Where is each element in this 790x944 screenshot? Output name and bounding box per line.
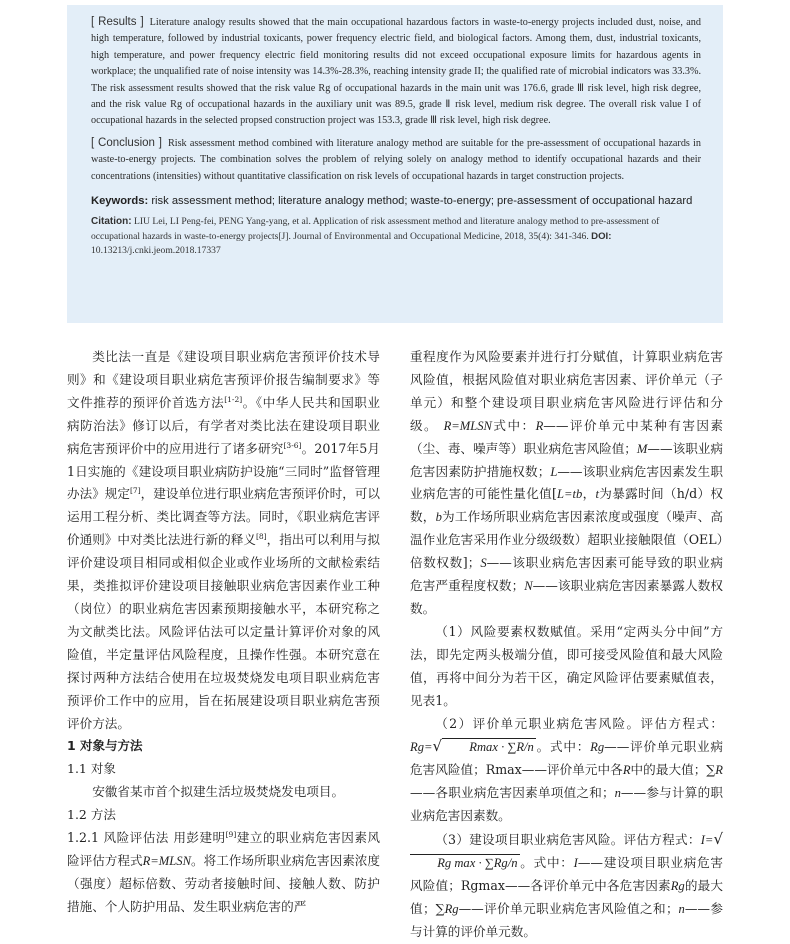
subsection-1-2-1-paragraph xyxy=(67,827,380,919)
var-n: N xyxy=(524,579,533,594)
s121-text-b: 建立的职业病危害因素风险评估方程式 xyxy=(67,830,381,868)
intro-paragraph xyxy=(67,346,380,735)
keywords-line xyxy=(91,193,701,209)
p1-text-j: ——该职业病危害因素暴露人数权数。 xyxy=(410,578,724,616)
method-paragraph-2: （1）风险要素权数赋值。采用“定两头分中间”方法，即先定两头极端分值，即可接受风险值和最大风险值，再将中间分为若干区，确定风险评估要素赋值表，见表1。 xyxy=(410,623,723,708)
reference-3[interactable]: [7] xyxy=(130,486,141,496)
conclusion-label: [ Conclusion ] xyxy=(91,136,162,149)
var-t: t xyxy=(595,487,599,502)
reference-5[interactable]: [9] xyxy=(225,829,237,839)
var-n-2: n xyxy=(614,786,621,801)
p1-text-i: ——该职业病危害因素可能导致的职业病危害严重程度权数； xyxy=(410,555,723,594)
formula-rmlsn: R=MLSN xyxy=(142,853,191,868)
formula-i-radicand xyxy=(410,854,520,871)
p1-text-a: 重程度作为风险要素并进行打分赋值，计算职业病危害风险值，根据风险值对职业病危害因素、评价单元（子单元）和整个建设项目职业病危害风险进行评估和分级。 xyxy=(410,349,723,433)
formula-rmlsn-2: R=MLSN xyxy=(443,418,492,433)
rg-radicand-text: Rmax · ∑R/n xyxy=(469,740,534,755)
p4-text-a: （3）建设项目职业病危害风险。评估方程式： xyxy=(435,832,701,848)
intro-text-c: 。2017年5月1日实施的《建设项目职业病防护设施“三同时”监督管理办法》规定 xyxy=(67,440,380,502)
p1-text-f: ， xyxy=(582,486,596,502)
p1-text-d: ——该职业病危害因素防护措施权数； xyxy=(410,440,724,479)
p4-text-b: 。式中： xyxy=(519,854,574,870)
var-i: I xyxy=(573,855,578,870)
reference-1[interactable]: [1-2] xyxy=(224,394,243,404)
subsection-heading-1-2: 1.2 方法 xyxy=(67,807,116,823)
formula-rg-lhs: Rg= xyxy=(410,740,433,755)
p3-text-b: 。式中： xyxy=(535,739,591,755)
intro-text-e: ，指出可以利用与拟评价建设项目相同或相似企业或作业场所的文献检索结果，类推拟评价建设项目接触职业病危害因素作业工种（岗位）的职业病危害因素预期接触水平，本研究称之为文献类比法。风险评估法可以定量计算评价对象的风险值，半定量评估风险程度，且操作性强。本研究意在探讨两种方法结合使用在垃圾焚烧发电项目职业病危害预评价工作中的应用，旨在拓展建设项目职业病危害预评价方法。 xyxy=(67,532,381,731)
p3-text-e: 中的最大值；∑ xyxy=(630,762,716,778)
p1-text-e: ——该职业病危害因素发生职业病危害的可能性量化值[ xyxy=(410,463,724,502)
p4-text-f: ——评价单元职业病危害风险值之和； xyxy=(458,900,679,916)
formula-rg-radicand xyxy=(442,738,536,755)
var-rg: Rg xyxy=(590,740,605,755)
subsection-1-1-text: 安徽省某市首个拟建生活垃圾焚烧发电项目。 xyxy=(92,784,345,800)
p1-text-h: 为工作场所职业病危害因素浓度或强度（噪声、高温作业危害采用作业分级级数）超职业接触限值（OEL）倍数权数]； xyxy=(410,509,724,571)
p4-text-d: ——各评价单元中各危害因素 xyxy=(505,877,671,893)
method-paragraph-1 xyxy=(410,346,723,621)
abstract-box xyxy=(67,5,723,323)
p3-text-a: （2）评价单元职业病危害风险。评估方程式： xyxy=(435,715,723,731)
intro-text-d: ，建设单位进行职业病危害预评价时，可以运用工程分析、类比调查等方法。同时，《职业病危害评价通则》中对类比法进行新的释义 xyxy=(67,486,381,548)
var-rgmax: Rgmax xyxy=(460,877,505,893)
right-column xyxy=(410,346,723,944)
var-rg-2: Rg xyxy=(670,878,685,893)
var-m: M xyxy=(636,441,648,456)
reference-2[interactable]: [3-6] xyxy=(283,440,302,450)
p4-text-e: 的最大值；∑ xyxy=(410,877,724,916)
section-heading-1: 1 对象与方法 xyxy=(67,738,143,754)
s121-text-a: 1.2.1 风险评估法 用彭建明 xyxy=(67,830,226,846)
p3-text-d: ——评价单元中各 xyxy=(521,762,623,778)
p4-text-g: ——参与计算的评价单元数。 xyxy=(410,900,723,939)
results-label: [ Results ] xyxy=(91,16,144,28)
var-b: b xyxy=(435,510,442,525)
results-text: Literature analogy results showed that the main occupational hazardous factors in waste-to-energy projects included dust, noise, and high temperature, followed by industrial toxicants, power frequency electric field, and biological factors. Among them, dust, industrial toxicants, high temperature, and power frequency electric field monitoring results did not exceed occupational exposure limits for hazardous agents in workplace; the unqualified rate of noise intensity was 14.3%-28.3%, reaching intensity grade II; the qualified rate of microbial indicators was 33.3%. The risk assessment results showed that the risk value Rg of occupational hazards in the main unit was 176.6, grade Ⅲ risk level, high risk degree, and the risk value Rg of occupational hazards in the auxiliary unit was 89.5, grade Ⅱ risk level, medium risk degree. The overall risk value I of occupational hazards in the selected propsed construction project was 153.3, grade Ⅲ risk level, high risk degree. xyxy=(91,17,701,127)
var-rmax: Rmax xyxy=(485,762,522,778)
reference-4[interactable]: [8] xyxy=(255,532,267,542)
p1-text-b: 式中： xyxy=(491,417,536,433)
var-rg-3: Rg xyxy=(444,901,459,916)
doi-text: 10.13213/j.cnki.jeom.2018.17337 xyxy=(91,245,221,257)
left-column xyxy=(67,346,380,919)
var-s: S xyxy=(480,556,487,571)
sqrt-symbol-2: √ xyxy=(713,830,723,849)
s121-text-c: 。将工作场所职业病危害因素浓度（强度）超标倍数、劳动者接触时间、接触人数、防护措施、个人防护用品、发生职业病危害的严 xyxy=(67,852,381,914)
var-r-2: R xyxy=(622,763,631,778)
intro-text-a: 类比法一直是《建设项目职业病危害预评价技术导则》和《建设项目职业病危害预评价报告编制要求》等文件推荐的预评价首选方法 xyxy=(67,349,380,410)
subsection-heading-1-1: 1.1 对象 xyxy=(67,761,116,777)
var-l: L xyxy=(550,464,558,479)
keywords-text: risk assessment method; literature analogy method; waste-to-energy; pre-assessment of occupational hazard xyxy=(151,195,693,208)
method-paragraph-4 xyxy=(410,828,723,944)
keywords-label: Keywords: xyxy=(91,195,149,208)
var-r: R xyxy=(535,418,544,433)
var-n-3: n xyxy=(678,901,685,916)
i-radicand-text: Rg max · ∑Rg/n xyxy=(437,855,518,870)
results-paragraph xyxy=(91,14,701,130)
citation-label: Citation: xyxy=(91,216,132,228)
p1-text-g: 为暴露时间（h/d）权数， xyxy=(410,486,724,525)
conclusion-paragraph xyxy=(91,135,701,185)
method-paragraph-3 xyxy=(410,713,723,829)
doi-label: DOI: xyxy=(591,230,612,242)
formula-i-lhs: I= xyxy=(700,833,714,848)
formula-ltb: L=tb xyxy=(556,487,583,502)
conclusion-text: Risk assessment method combined with literature analogy method are suitable for the pre-assessment of occupational hazards in waste-to-energy projects. The combination solves the problem of relying solely on analogy method to identify occupational hazards and their concentrations (intensities) without quantitative classification on risk levels of occupational hazards in target construction projects. xyxy=(91,137,701,182)
p1-text-c: ——评价单元中某种有害因素（尘、毒、噪声等）职业病危害风险值； xyxy=(410,417,724,456)
sqrt-symbol: √ xyxy=(432,737,443,756)
p3-text-f: ——各职业病危害因素单项值之和； xyxy=(410,785,615,801)
p4-text-c: ——建设项目职业病危害风险值； xyxy=(410,854,724,893)
citation-text: LIU Lei, LI Peng-fei, PENG Yang-yang, et al. Application of risk assessment method and literature analogy method to pre-assessment of occupational hazards in waste-to-energy projects[J]. Journal of Environmental and Occupational Medicine, 2018, 35(4): 341-346. xyxy=(91,216,660,242)
citation-line xyxy=(91,215,701,259)
p3-text-g: ——参与计算的职业病危害因素数。 xyxy=(410,785,724,824)
p3-text-c: ——评价单元职业病危害风险值； xyxy=(410,739,724,778)
intro-text-b: 。《中华人民共和国职业病防治法》修订以后，有学者对类比法在建设项目职业病危害预评价中的应用进行了诸多研究 xyxy=(67,394,381,456)
var-r-3: R xyxy=(715,763,723,778)
